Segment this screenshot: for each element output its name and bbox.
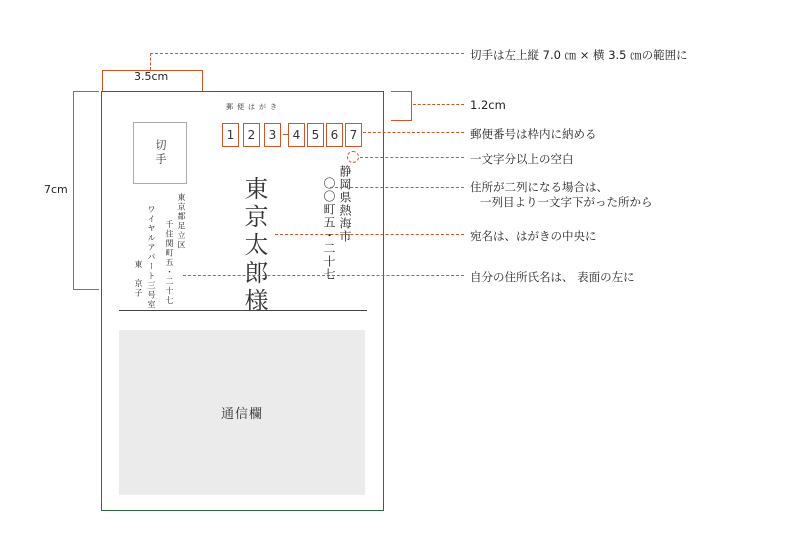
stamp-box: [133, 122, 187, 184]
recipient-address-line-1: 静岡県熱海市: [338, 165, 352, 243]
sender-address-line-2: 千住関町五・二十七: [165, 220, 174, 306]
leader-line: [150, 53, 151, 70]
memo-label: 通信欄: [220, 407, 263, 422]
zip-digit-box: [288, 123, 305, 147]
note-address-line-2: 一列目より一文字下がった所から: [480, 195, 653, 209]
zip-digit: 7: [349, 128, 358, 142]
note-zip-rule: 郵便番号は枠内に納める: [470, 127, 597, 141]
divider-line: [119, 310, 367, 311]
blank-space-marker: [347, 151, 359, 163]
zip-digit-box: [326, 123, 343, 147]
zip-digit-box: [264, 123, 281, 147]
stamp-label: 切手: [154, 139, 167, 167]
zip-digit: 2: [247, 128, 256, 142]
sender-name: 東 京子: [134, 260, 143, 298]
stamp-width-label: 3.5cm: [134, 70, 169, 83]
sender-address-line-3: ワイヤルアパート三号室: [147, 205, 156, 310]
zip-digit-box: [243, 123, 260, 147]
leader-line: [413, 104, 464, 105]
zip-digit-box: [345, 123, 362, 147]
recipient-name: 東京太郎様: [240, 176, 268, 316]
zip-digit-box: [222, 123, 239, 147]
leader-line: [360, 157, 464, 158]
sender-address-line-1: 東京都足立区: [177, 193, 186, 250]
note-sender-rule: 自分の住所氏名は、 表面の左に: [470, 270, 635, 284]
postcard-header: 郵便はがき: [226, 103, 281, 111]
note-address-line-1: 住所が二列になる場合は、: [470, 180, 608, 194]
leader-line: [275, 234, 464, 235]
recipient-address-line-2: 〇〇町五・二十七: [322, 177, 336, 281]
note-name-rule: 宛名は、はがきの中央に: [470, 229, 597, 243]
stamp-height-bracket: [73, 91, 99, 290]
note-zip-offset: 1.2cm: [470, 98, 506, 112]
note-stamp-area: 切手は左上縦 7.0 ㎝ × 横 3.5 ㎝の範囲に: [470, 48, 688, 62]
note-space-rule: 一文字分以上の空白: [470, 152, 574, 166]
leader-line: [183, 275, 464, 276]
stamp-height-label: 7cm: [44, 183, 68, 196]
zip-digit: 3: [268, 128, 277, 142]
zip-digit: 5: [311, 128, 320, 142]
leader-line: [150, 53, 464, 54]
memo-area: [119, 330, 365, 495]
zip-digit: 6: [330, 128, 339, 142]
zip-offset-bracket: [391, 91, 412, 121]
leader-line: [330, 187, 464, 188]
leader-line: [363, 132, 464, 133]
zip-digit-box: [307, 123, 324, 147]
zip-digit: 1: [226, 128, 235, 142]
zip-digit: 4: [292, 128, 301, 142]
